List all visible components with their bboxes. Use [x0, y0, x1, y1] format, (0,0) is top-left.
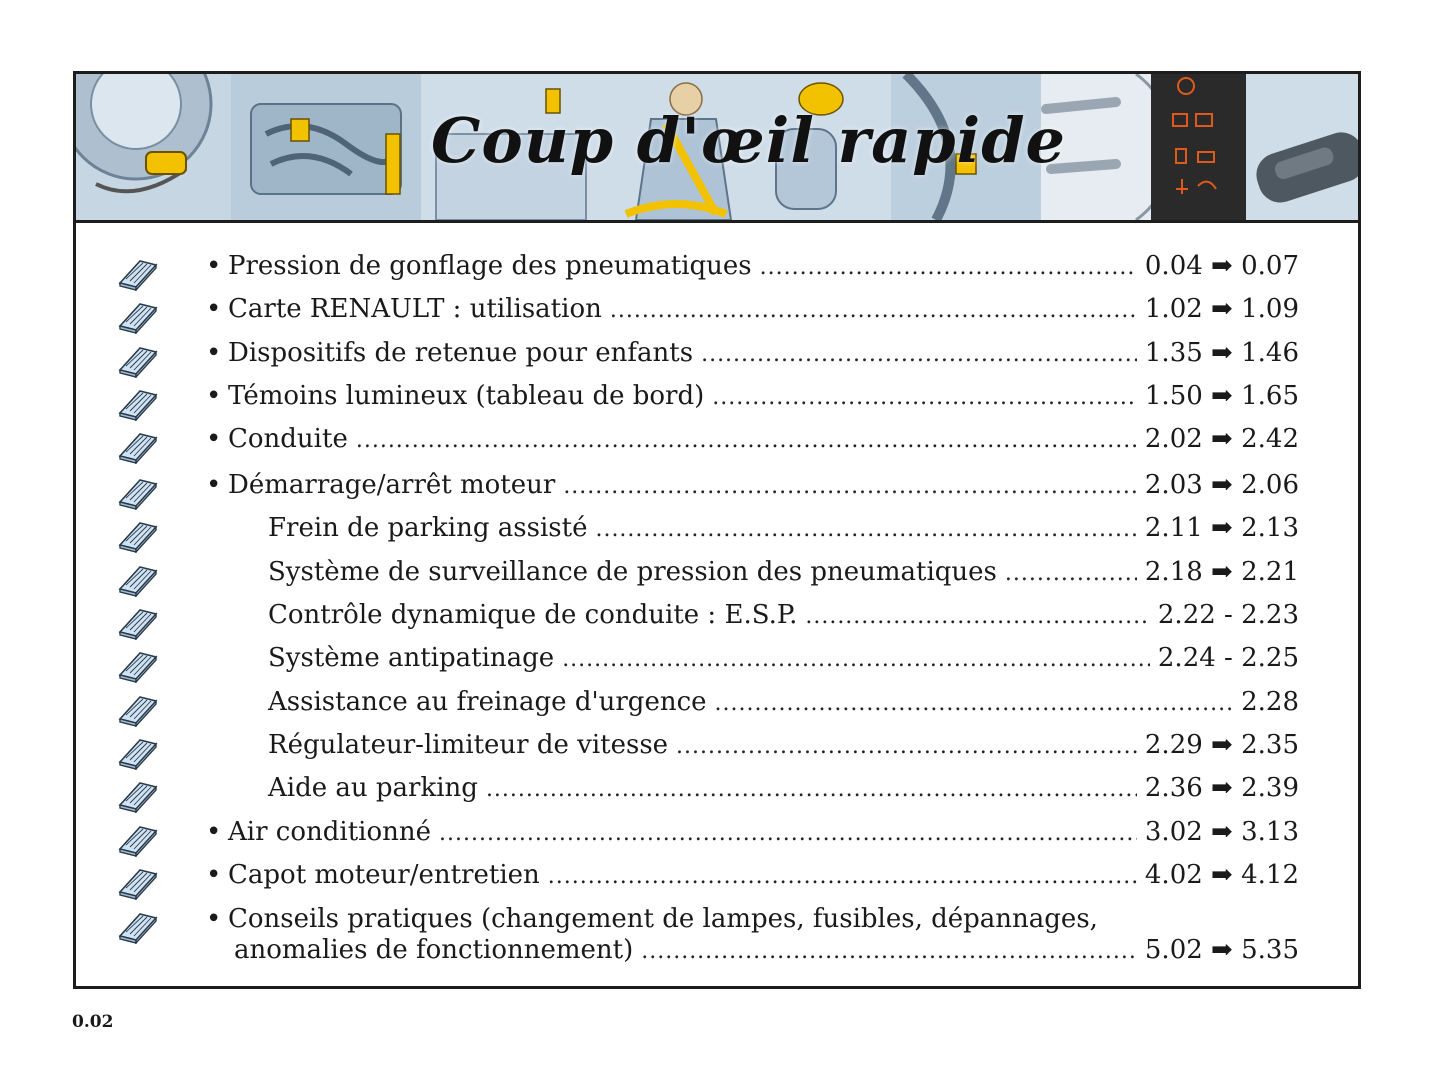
toc-entry-pages: 2.11 ➡ 2.13 — [1144, 513, 1299, 543]
bullet: • — [206, 424, 222, 454]
toc-row — [76, 860, 1358, 900]
toc-entry[interactable] — [206, 381, 1299, 413]
quick-overview-frame — [73, 71, 1361, 989]
dot-leader — [676, 732, 1137, 762]
toc-entry-pages: 2.22 - 2.23 — [1157, 600, 1299, 630]
toc-row — [76, 687, 1358, 727]
toc-entry-label: Carte RENAULT : utilisation — [228, 294, 602, 324]
toc-entry-pages: 1.02 ➡ 1.09 — [1144, 294, 1299, 324]
toc-entry-pages: 4.02 ➡ 4.12 — [1144, 860, 1299, 890]
toc-entry-label: Assistance au freinage d'urgence — [268, 687, 707, 717]
book-icon — [116, 559, 160, 597]
toc-entry-label: Aide au parking — [268, 773, 478, 803]
toc-entry[interactable] — [206, 338, 1299, 370]
toc-entry[interactable] — [206, 860, 1299, 892]
toc-entry-label: Régulateur-limiteur de vitesse — [268, 730, 669, 760]
toc-entry-label: Conseils pratiques (changement de lampes, fusibles, dépannages, — [228, 904, 1098, 934]
toc-row — [76, 643, 1358, 683]
dot-leader — [563, 472, 1137, 502]
toc-entry[interactable] — [206, 424, 1299, 456]
book-icon — [116, 819, 160, 857]
toc-entry[interactable] — [206, 294, 1299, 326]
book-icon — [116, 602, 160, 640]
toc-entry-pages: 5.02 ➡ 5.35 — [1144, 935, 1299, 965]
book-icon — [116, 645, 160, 683]
bullet: • — [206, 860, 222, 890]
toc-entry-label: Air conditionné — [228, 817, 431, 847]
book-icon — [116, 862, 160, 900]
toc-entry-label: Conduite — [228, 424, 348, 454]
book-icon — [116, 472, 160, 510]
toc-row — [76, 817, 1358, 857]
dot-leader — [356, 426, 1137, 456]
toc-entry-label: Pression de gonflage des pneumatiques — [228, 251, 752, 281]
book-icon — [116, 732, 160, 770]
bullet: • — [206, 904, 222, 934]
toc-entry-label: Dispositifs de retenue pour enfants — [228, 338, 694, 368]
dot-leader — [712, 383, 1137, 413]
toc-entry[interactable] — [268, 643, 1299, 675]
toc-entry[interactable] — [268, 600, 1299, 632]
toc-row — [76, 251, 1358, 291]
toc-row — [76, 557, 1358, 597]
toc-entry-label: Frein de parking assisté — [268, 513, 588, 543]
toc-entry-pages: 0.04 ➡ 0.07 — [1144, 251, 1299, 281]
book-icon — [116, 515, 160, 553]
toc-row — [76, 773, 1358, 813]
toc-entry-continuation[interactable] — [234, 935, 1299, 967]
toc-entry-pages: 1.35 ➡ 1.46 — [1144, 338, 1299, 368]
dot-leader — [641, 937, 1137, 967]
bullet: • — [206, 381, 222, 411]
toc-entry[interactable] — [268, 773, 1299, 805]
book-icon — [116, 689, 160, 727]
page-title: Coup d'œil rapide — [431, 104, 1067, 177]
book-icon — [116, 906, 160, 944]
dot-leader — [595, 515, 1136, 545]
toc-entry-pages: 2.18 ➡ 2.21 — [1144, 557, 1299, 587]
toc-row — [76, 381, 1358, 421]
toc-entry[interactable] — [206, 470, 1299, 502]
book-icon — [116, 253, 160, 291]
book-icon — [116, 296, 160, 334]
dot-leader — [715, 689, 1234, 719]
toc-entry-label: anomalies de fonctionnement) — [234, 935, 634, 965]
toc-entry-pages: 2.24 - 2.25 — [1157, 643, 1299, 673]
toc-entry-label: Capot moteur/entretien — [228, 860, 540, 890]
toc-entry[interactable] — [206, 251, 1299, 283]
dot-leader — [439, 819, 1137, 849]
bullet: • — [206, 338, 222, 368]
toc-entry-label: Système de surveillance de pression des pneumatiques — [268, 557, 997, 587]
toc-row — [76, 338, 1358, 378]
toc-row — [76, 424, 1358, 464]
toc-row — [76, 730, 1358, 770]
dot-leader — [701, 340, 1137, 370]
toc-entry-pages: 2.28 — [1241, 687, 1299, 717]
bullet: • — [206, 251, 222, 281]
toc-entry-pages: 1.50 ➡ 1.65 — [1144, 381, 1299, 411]
toc-entry-pages: 2.36 ➡ 2.39 — [1144, 773, 1299, 803]
dot-leader — [805, 602, 1150, 632]
toc-entry-label: Système antipatinage — [268, 643, 555, 673]
bullet: • — [206, 294, 222, 324]
dot-leader — [486, 775, 1137, 805]
toc-row — [76, 513, 1358, 553]
dot-leader — [1005, 559, 1137, 589]
toc-entry[interactable] — [268, 557, 1299, 589]
dot-leader — [610, 296, 1137, 326]
bullet: • — [206, 817, 222, 847]
toc-entry[interactable] — [268, 687, 1299, 719]
toc-row — [76, 294, 1358, 334]
toc-row — [76, 600, 1358, 640]
book-icon — [116, 383, 160, 421]
book-icon — [116, 340, 160, 378]
toc-entry-label: Démarrage/arrêt moteur — [228, 470, 556, 500]
toc-entry[interactable] — [206, 817, 1299, 849]
header-banner — [76, 74, 1358, 223]
bullet: • — [206, 470, 222, 500]
toc-entry-pages: 2.03 ➡ 2.06 — [1144, 470, 1299, 500]
toc-row — [76, 904, 1358, 974]
dot-leader — [562, 645, 1150, 675]
toc-entry[interactable] — [268, 730, 1299, 762]
toc-entry-pages: 3.02 ➡ 3.13 — [1144, 817, 1299, 847]
dot-leader — [548, 862, 1137, 892]
book-icon — [116, 426, 160, 464]
book-icon — [116, 775, 160, 813]
toc-entry-pages: 2.02 ➡ 2.42 — [1144, 424, 1299, 454]
toc-entry-pages: 2.29 ➡ 2.35 — [1144, 730, 1299, 760]
page-number: 0.02 — [72, 1012, 114, 1032]
toc-entry[interactable] — [268, 513, 1299, 545]
toc-entry[interactable] — [206, 904, 1299, 934]
toc-row — [76, 470, 1358, 510]
dot-leader — [760, 253, 1137, 283]
toc-entry-label: Témoins lumineux (tableau de bord) — [228, 381, 705, 411]
toc-entry-label: Contrôle dynamique de conduite : E.S.P. — [268, 600, 798, 630]
